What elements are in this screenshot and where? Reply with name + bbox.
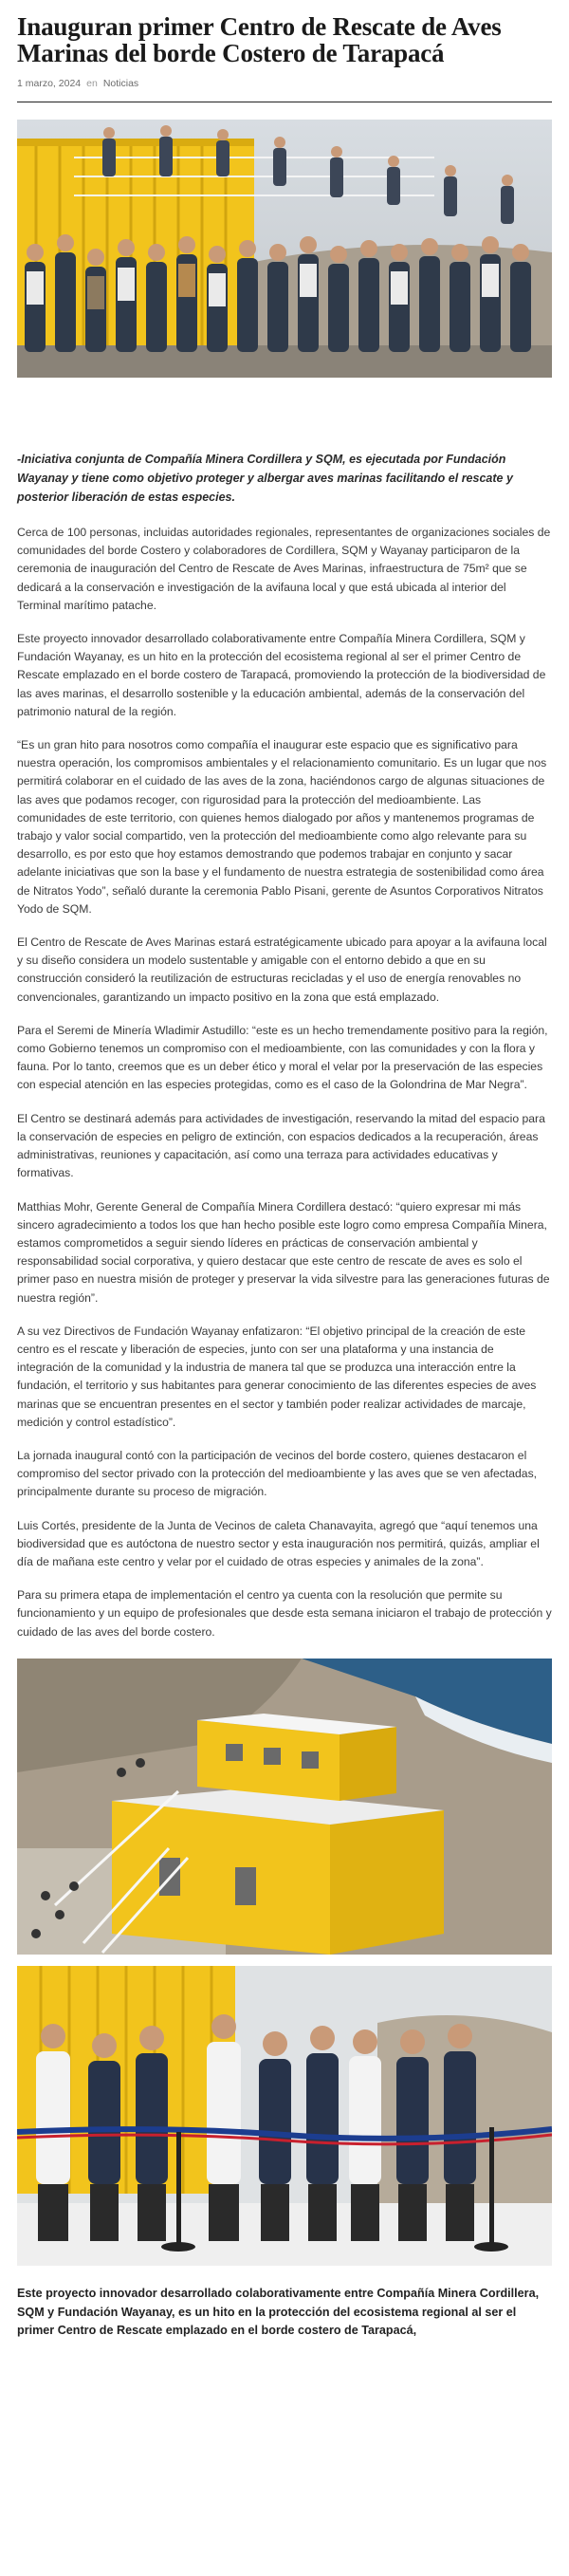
paragraph: Luis Cortés, presidente de la Junta de Vecinos de caleta Chanavayita, agregó que “aquí tenemos una biodiversidad que es autóctona de nuestro sector y esta inauguración nos permitirá, quizás, ampliar el día de mañana este centro y velar por el cuidado de otras especies y animales de la zona”.: [17, 1518, 540, 1568]
paragraph: “Es un gran hito para nosotros como compañía el inaugurar este espacio que es significativo para nuestra operación, los compromisos ambientales y el relacionamiento comunitario. Es un lugar que nos permitirá colaborar en el cuidado de las aves de la zona, haciéndonos cargo de algunas situaciones de las aves que podamos recoger, con rigurosidad para la protección del medioambiente. Las comunidades de este territorio, con quienes hemos dialogado por años y mantenemos programas de trabajo y valor social compartido, ven la protección del medioambiente como algo relevante para su desarrollo, es por esto que hoy estamos demostrando que podemos trabajar en conjunto y sacar adelante iniciativas que son la base y el fundamento de nuestra estrategia de sostenibilidad como área de Nitratos Yodo”, señaló durante la ceremonia Pablo Pisani, gerente de Asuntos Corporativos Nitratos Yodo de SQM.: [17, 738, 547, 916]
paragraph: El Centro de Rescate de Aves Marinas estará estratégicamente ubicado para apoyar a la avifauna local y su diseño considera un modelo sustentable y amigable con el entorno debido a que en su construcción consideró la reutilización de estructuras recicladas y el uso de energía renovables no convencionales, garantizando un impacto positivo en la zona que está emplazado.: [17, 936, 547, 1004]
aerial-center-photo: [17, 1659, 552, 1955]
article-date: 1 marzo, 2024: [17, 78, 82, 89]
meta-in-word: en: [86, 78, 98, 89]
paragraph: La jornada inaugural contó con la participación de vecinos del borde costero, quienes destacaron el compromiso del sector privado con la protección del medioambiente y las aves que se ven afectadas, principalmente durante su proceso de migración.: [17, 1448, 538, 1499]
paragraph: Para su primera etapa de implementación el centro ya cuenta con la resolución que permite su funcionamiento y un equipo de profesionales que desde esta semana iniciaron el trabajo de protección y cuidado de las aves del borde costero.: [17, 1588, 552, 1639]
paragraph: A su vez Directivos de Fundación Wayanay enfatizaron: “El objetivo principal de la creación de este centro es el rescate y liberación de especies, junto con ser una plataforma y una instancia de integración de la comunidad y la industria de manera tal que se produzca una interacción entre la fundación, el territorio y sus habitantes para generar conocimiento de las diferentes especies de aves marinas que se encuentran presentes en el sector y también poder realizar actividades de marcaje, medición y control estadístico”.: [17, 1324, 537, 1429]
category-link[interactable]: Noticias: [102, 78, 139, 89]
article-lead: -Iniciativa conjunta de Compañía Minera Cordillera y SQM, es ejecutada por Fundación Wayanay y tiene como objetivo proteger y albergar aves marinas facilitando el rescate y posterior liberación de estas especies.: [17, 453, 513, 504]
article-meta: [17, 78, 552, 89]
ribbon-cutting-photo: [17, 1966, 552, 2266]
paragraph: Para el Seremi de Minería Wladimir Astudillo: “este es un hecho tremendamente positivo para la región, como Gobierno tenemos un compromiso con el medioambiente, con las comunidades y con la flora y fauna. Por lo tanto, creemos que es un deber ético y moral el velar por la preservación de las especies con especial atención en las especies protegidas, como es el caso de la Golondrina de Mar Negra”.: [17, 1023, 548, 1092]
paragraph: Este proyecto innovador desarrollado colaborativamente entre Compañía Minera Cordillera, SQM y Fundación Wayanay, es un hito en la protección del ecosistema regional al ser el primer Centro de Rescate emplazado en el borde costero de Tarapacá, promoviendo la protección de la biodiversidad de las aves marinas, el desarrollo sostenible y la educación ambiental, además de la conservación del patrimonio natural de la región.: [17, 632, 546, 718]
closing-summary: Este proyecto innovador desarrollado colaborativamente entre Compañía Minera Cordillera, SQM y Fundación Wayanay, es un hito en la protección del ecosistema regional al ser el primer Centro de Rescate emplazado en el borde costero de Tarapacá,: [17, 2286, 540, 2338]
article-body: [17, 524, 552, 1641]
paragraph: El Centro se destinará además para actividades de investigación, reservando la mitad del espacio para la conservación de especies en peligro de extinción, con espacios dedicados a la recuperación, áreas administrativas, reuniones y capacitación, así como una terraza para actividades educativas y formativas.: [17, 1111, 545, 1180]
paragraph: Matthias Mohr, Gerente General de Compañía Minera Cordillera destacó: “quiero expresar mi más sincero agradecimiento a todos los que han hecho posible este logro como empresa Compañía Minera, estamos comprometidos a seguir siendo líderes en prácticas de conservación ambiental y responsabilidad social corporativa, y quiero destacar que este centro de rescate de aves es solo el primer paso en nuestra misión de proteger y preservar la vida silvestre para las generaciones futuras de nuestra región”.: [17, 1199, 550, 1305]
paragraph: Cerca de 100 personas, incluidas autoridades regionales, representantes de organizaciones sociales de comunidades del borde Costero y colaboradores de Cordillera, SQM y Wayanay participaron de la ceremonia de inauguración del Centro de Rescate de Aves Marinas, infraestructura de 75m² que se dedicará a la conservación e investigación de la avifauna local y que está ubicada al interior del Terminal marítimo patache.: [17, 526, 551, 612]
article-title: Inauguran primer Centro de Rescate de Aves Marinas del borde Costero de Tarapacá: [17, 12, 502, 67]
group-photo: [17, 120, 552, 378]
